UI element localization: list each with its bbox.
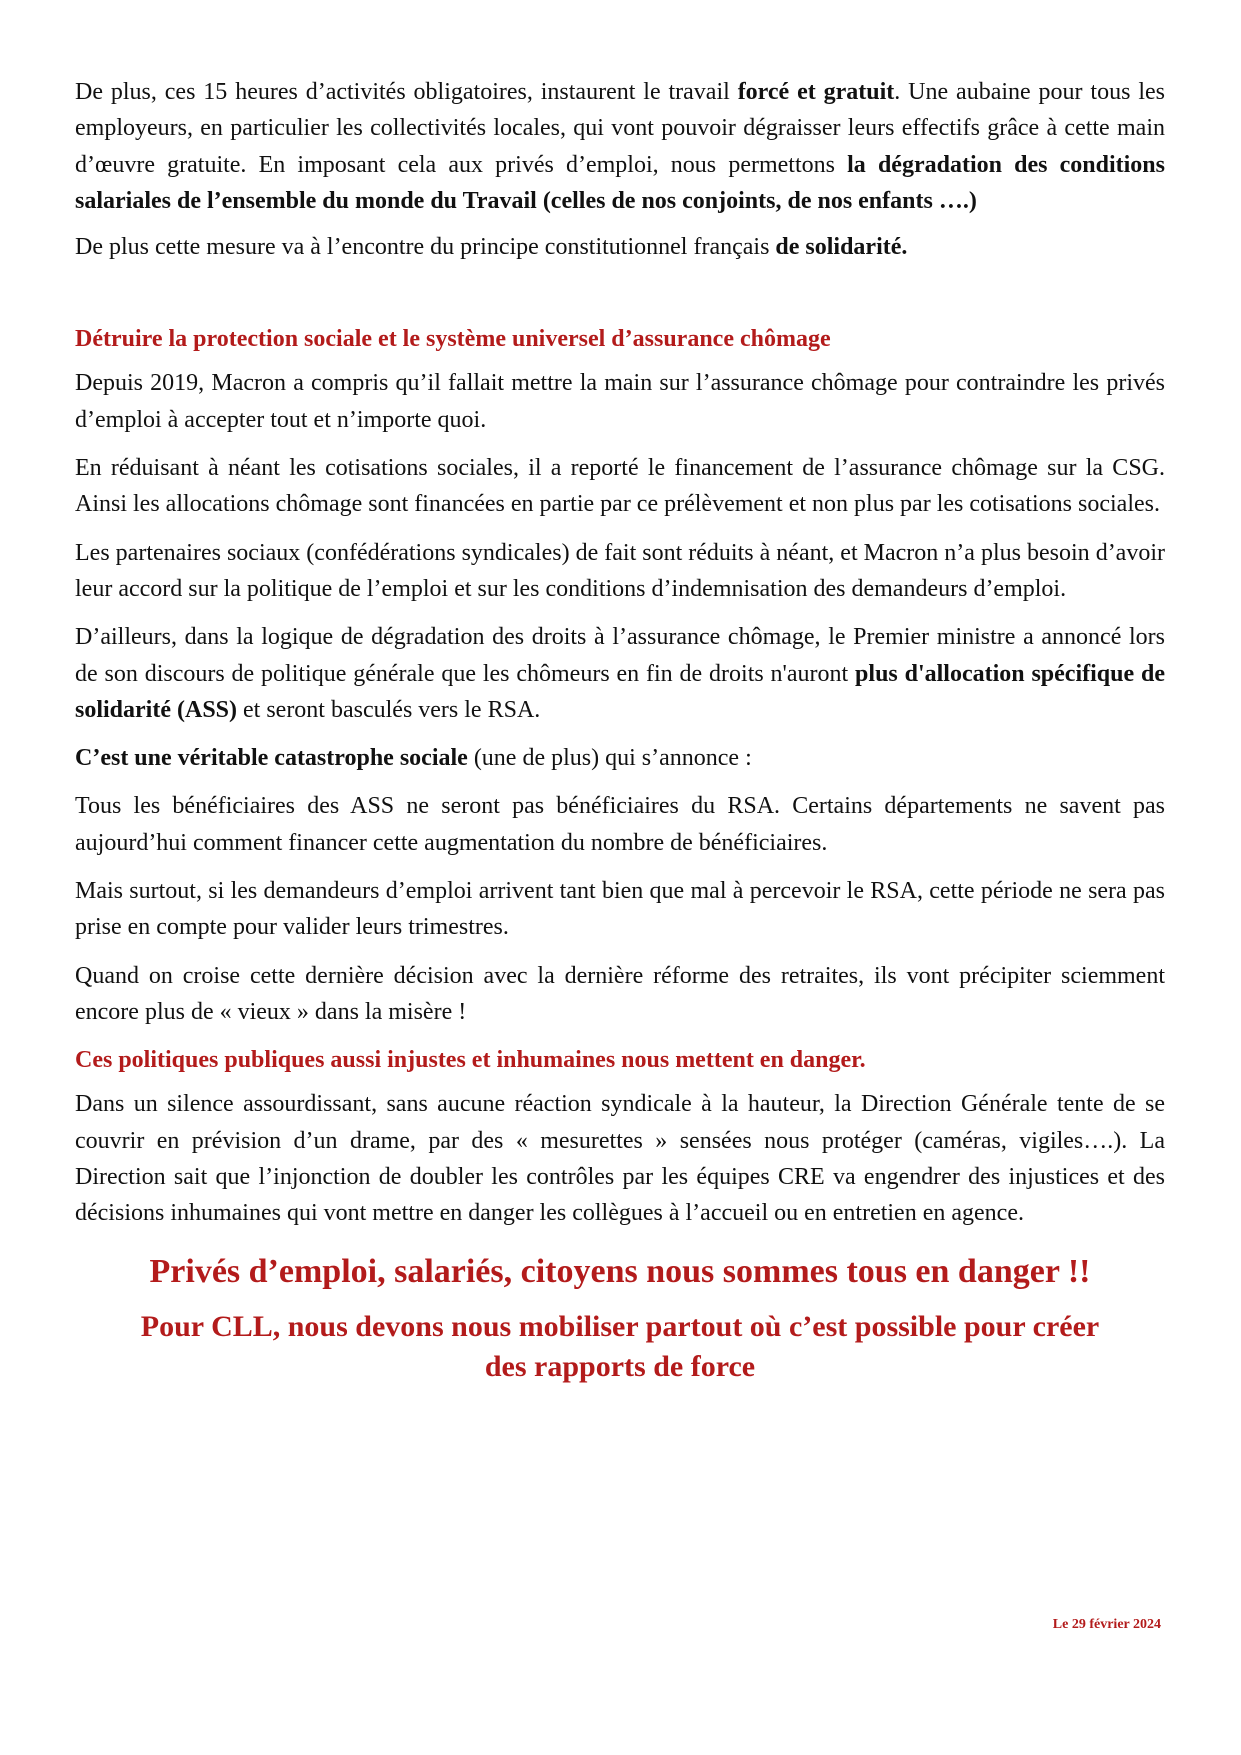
p2-text-a: De plus cette mesure va à l’encontre du principe constitutionnel français bbox=[75, 234, 776, 261]
p1-text-a: De plus, ces 15 heures d’activités obligatoires, instaurent le travail bbox=[75, 79, 738, 105]
p1-bold-degradation: la dégradation des conditions salariales de l’ensemble du monde du Travail (celles de nos conjoints, de nos enfants ….) bbox=[75, 151, 1165, 214]
paragraph-pension-reform: Quand on croise cette dernière décision avec la dernière réforme des retraites, ils vont précipiter sciemment encore plus de « vieux » dans la misère ! bbox=[75, 962, 1165, 1025]
paragraph-catastrophe bbox=[75, 740, 1165, 776]
p2-bold-solidarity: de solidarité. bbox=[775, 234, 908, 261]
paragraph-forced-labor bbox=[75, 74, 1165, 219]
closing-call-to-action bbox=[75, 1307, 1165, 1387]
p7-text-b: (une de plus) qui s’annonce : bbox=[467, 745, 752, 772]
document-body bbox=[75, 74, 1165, 1387]
closing-line-2b: des rapports de force bbox=[484, 1350, 756, 1384]
p1-text-c: . Une aubaine pour tous les employeurs, en particulier les collectivités locales, qui vont pouvoir dégraisser leurs effectifs grâce à cette main d’œuvre gratuite. En imposant cela aux privés d’emploi, nous permettons bbox=[75, 79, 1165, 178]
paragraph-solidarity bbox=[75, 229, 1165, 265]
section-heading-social-protection: Détruire la protection sociale et le système universel d’assurance chômage bbox=[75, 326, 831, 353]
p7-bold-catastrophe: C’est une véritable catastrophe sociale bbox=[75, 745, 468, 772]
closing-slogan: Privés d’emploi, salariés, citoyens nous sommes tous en danger !! bbox=[149, 1253, 1091, 1291]
paragraph-rsa-quarters: Mais surtout, si les demandeurs d’emploi arrivent tant bien que mal à percevoir le RSA, cette période ne sera pas prise en compte pour valider leurs trimestres. bbox=[75, 878, 1165, 941]
paragraph-beneficiaries: Tous les bénéficiaires des ASS ne seront pas bénéficiaires du RSA. Certains départements ne savent pas aujourd’hui comment financer cette augmentation du nombre de bénéficiaires. bbox=[75, 793, 1165, 856]
paragraph-direction: Dans un silence assourdissant, sans aucune réaction syndicale à la hauteur, la Direction Générale tente de se couvrir en prévision d’un drame, par des « mesurettes » sensées nous protéger (caméras, vigiles….). La Direction sait que l’injonction de doubler les contrôles par les équipes CRE va engendrer des injustices et des décisions inhumaines qui vont mettre en danger les collègues à l’accueil ou en entretien en agence. bbox=[75, 1091, 1165, 1227]
paragraph-macron-2019: Depuis 2019, Macron a compris qu’il fallait mettre la main sur l’assurance chômage pour contraindre les privés d’emploi à accepter tout et n’importe quoi. bbox=[75, 370, 1165, 433]
p6-text-a: D’ailleurs, dans la logique de dégradation des droits à l’assurance chômage, le Premier ministre a annoncé lors de son discours de politique générale que les chômeurs en fin de droits n'auront bbox=[75, 624, 1165, 687]
document-date: Le 29 février 2024 bbox=[1052, 1617, 1161, 1632]
paragraph-csg: En réduisant à néant les cotisations sociales, il a reporté le financement de l’assurance chômage sur la CSG. Ainsi les allocations chômage sont financées en partie par ce prélèvement et non plus par les cotisations sociales. bbox=[75, 455, 1165, 518]
paragraph-ass-removal bbox=[75, 619, 1165, 728]
paragraph-social-partners: Les partenaires sociaux (confédérations syndicales) de fait sont réduits à néant, et Macron n’a plus besoin d’avoir leur accord sur la politique de l’emploi et sur les conditions d’indemnisation des demandeurs d’emploi. bbox=[75, 539, 1165, 602]
p1-bold-forced-free: forcé et gratuit bbox=[737, 79, 895, 105]
p6-bold-ass: plus d'allocation spécifique de solidarité (ASS) bbox=[75, 660, 1165, 723]
section-heading-danger: Ces politiques publiques aussi injustes et inhumaines nous mettent en danger. bbox=[75, 1047, 866, 1074]
closing-line-2a: Pour CLL, nous devons nous mobiliser partout où c’est possible pour créer bbox=[140, 1310, 1100, 1344]
p6-text-c: et seront basculés vers le RSA. bbox=[237, 696, 541, 723]
